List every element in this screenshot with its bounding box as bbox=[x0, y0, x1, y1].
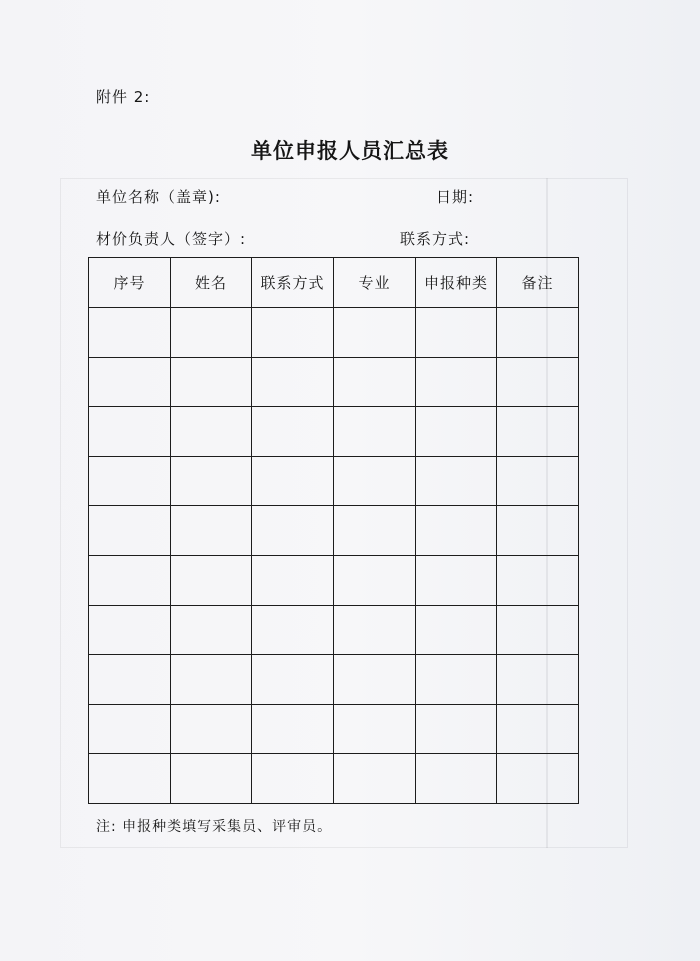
table-row bbox=[89, 655, 579, 705]
index-cell[interactable] bbox=[89, 754, 171, 804]
index-cell[interactable] bbox=[89, 308, 171, 358]
column-header-application-type: 申报种类 bbox=[416, 258, 497, 308]
contact-cell[interactable] bbox=[252, 506, 334, 556]
application-type-cell[interactable] bbox=[416, 555, 497, 605]
name-cell[interactable] bbox=[171, 506, 252, 556]
contact-cell[interactable] bbox=[252, 555, 334, 605]
remarks-cell[interactable] bbox=[497, 456, 579, 506]
name-cell[interactable] bbox=[171, 456, 252, 506]
specialty-cell[interactable] bbox=[334, 407, 416, 457]
page-title: 单位申报人员汇总表 bbox=[251, 138, 449, 163]
table-row bbox=[89, 456, 579, 506]
index-cell[interactable] bbox=[89, 655, 171, 705]
name-cell[interactable] bbox=[171, 357, 252, 407]
application-type-cell[interactable] bbox=[416, 308, 497, 358]
specialty-cell[interactable] bbox=[334, 555, 416, 605]
column-header-specialty: 专业 bbox=[334, 258, 416, 308]
index-cell[interactable] bbox=[89, 456, 171, 506]
footnote: 注: 申报种类填写采集员、评审员。 bbox=[96, 819, 333, 835]
column-header-name: 姓名 bbox=[171, 258, 252, 308]
index-cell[interactable] bbox=[89, 605, 171, 655]
table-row bbox=[89, 605, 579, 655]
table-body bbox=[89, 308, 579, 804]
summary-table bbox=[88, 257, 579, 804]
name-cell[interactable] bbox=[171, 407, 252, 457]
person-in-charge-label: 材价负责人（签字）: bbox=[96, 230, 247, 248]
specialty-cell[interactable] bbox=[334, 506, 416, 556]
table-row bbox=[89, 555, 579, 605]
table-row bbox=[89, 357, 579, 407]
remarks-cell[interactable] bbox=[497, 754, 579, 804]
specialty-cell[interactable] bbox=[334, 456, 416, 506]
specialty-cell[interactable] bbox=[334, 605, 416, 655]
application-type-cell[interactable] bbox=[416, 357, 497, 407]
remarks-cell[interactable] bbox=[497, 357, 579, 407]
name-cell[interactable] bbox=[171, 655, 252, 705]
remarks-cell[interactable] bbox=[497, 407, 579, 457]
application-type-cell[interactable] bbox=[416, 605, 497, 655]
contact-cell[interactable] bbox=[252, 407, 334, 457]
unit-name-label: 单位名称（盖章): bbox=[96, 188, 221, 206]
table-row bbox=[89, 754, 579, 804]
specialty-cell[interactable] bbox=[334, 754, 416, 804]
column-header-contact: 联系方式 bbox=[252, 258, 334, 308]
index-cell[interactable] bbox=[89, 357, 171, 407]
application-type-cell[interactable] bbox=[416, 704, 497, 754]
index-cell[interactable] bbox=[89, 704, 171, 754]
contact-cell[interactable] bbox=[252, 308, 334, 358]
specialty-cell[interactable] bbox=[334, 357, 416, 407]
application-type-cell[interactable] bbox=[416, 506, 497, 556]
index-cell[interactable] bbox=[89, 407, 171, 457]
table-row bbox=[89, 704, 579, 754]
index-cell[interactable] bbox=[89, 506, 171, 556]
contact-cell[interactable] bbox=[252, 456, 334, 506]
table-row bbox=[89, 308, 579, 358]
contact-cell[interactable] bbox=[252, 357, 334, 407]
application-type-cell[interactable] bbox=[416, 407, 497, 457]
specialty-cell[interactable] bbox=[334, 308, 416, 358]
table-row bbox=[89, 407, 579, 457]
table-row bbox=[89, 506, 579, 556]
name-cell[interactable] bbox=[171, 704, 252, 754]
application-type-cell[interactable] bbox=[416, 456, 497, 506]
specialty-cell[interactable] bbox=[334, 704, 416, 754]
name-cell[interactable] bbox=[171, 605, 252, 655]
application-type-cell[interactable] bbox=[416, 754, 497, 804]
remarks-cell[interactable] bbox=[497, 704, 579, 754]
column-header-remarks: 备注 bbox=[497, 258, 579, 308]
table-header-row bbox=[89, 258, 579, 308]
column-header-index: 序号 bbox=[89, 258, 171, 308]
remarks-cell[interactable] bbox=[497, 308, 579, 358]
remarks-cell[interactable] bbox=[497, 605, 579, 655]
date-label: 日期: bbox=[436, 188, 475, 206]
specialty-cell[interactable] bbox=[334, 655, 416, 705]
contact-cell[interactable] bbox=[252, 754, 334, 804]
contact-cell[interactable] bbox=[252, 704, 334, 754]
remarks-cell[interactable] bbox=[497, 506, 579, 556]
contact-cell[interactable] bbox=[252, 655, 334, 705]
remarks-cell[interactable] bbox=[497, 555, 579, 605]
application-type-cell[interactable] bbox=[416, 655, 497, 705]
index-cell[interactable] bbox=[89, 555, 171, 605]
contact-label: 联系方式: bbox=[400, 230, 471, 248]
name-cell[interactable] bbox=[171, 308, 252, 358]
remarks-cell[interactable] bbox=[497, 655, 579, 705]
name-cell[interactable] bbox=[171, 555, 252, 605]
contact-cell[interactable] bbox=[252, 605, 334, 655]
attachment-label: 附件 2: bbox=[96, 88, 151, 106]
name-cell[interactable] bbox=[171, 754, 252, 804]
